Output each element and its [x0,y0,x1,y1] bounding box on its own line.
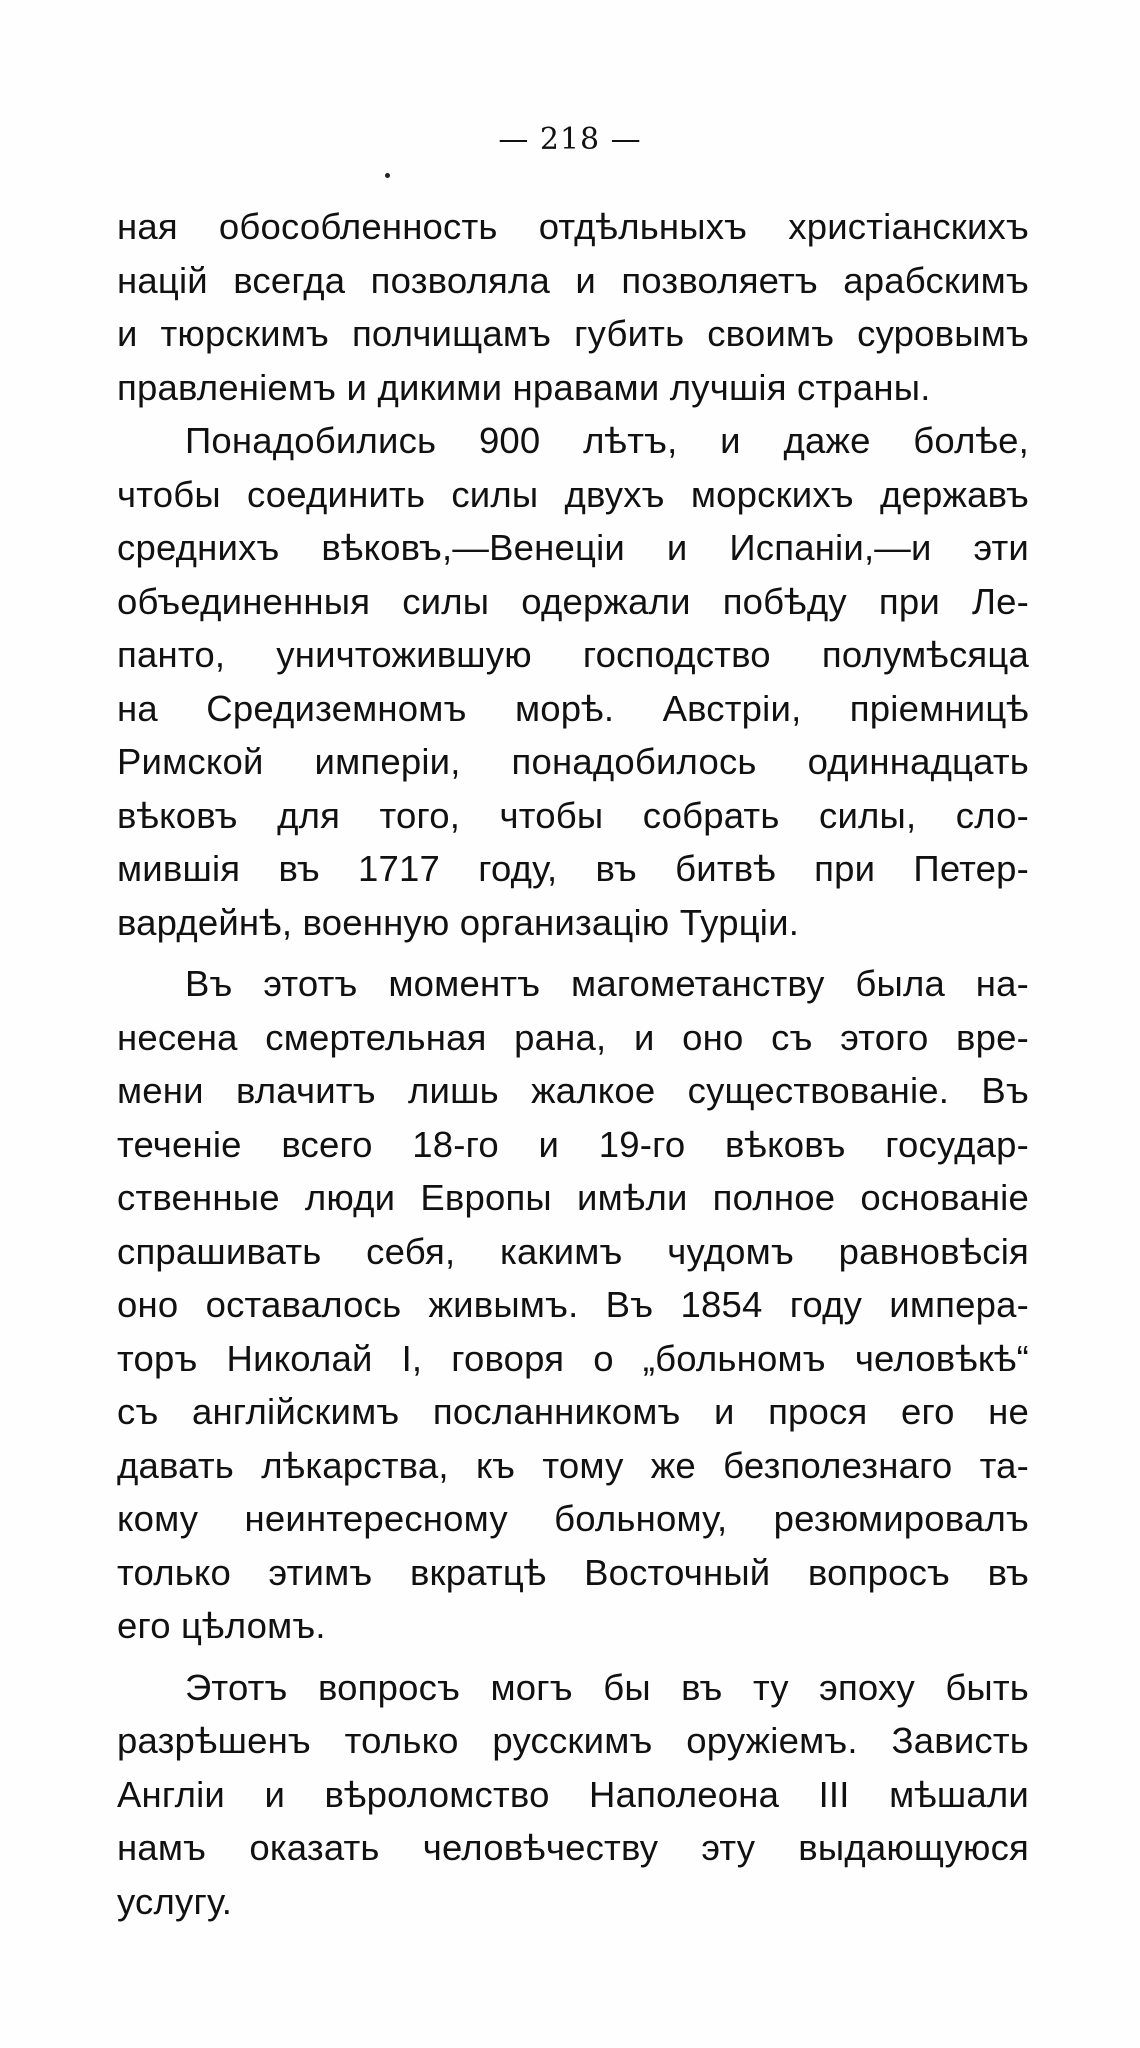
paragraph-gap [117,1653,1029,1661]
text-line: Англіи и вѣроломство Наполеона III мѣшали [117,1773,1029,1815]
paragraph-4 [117,1661,1029,1929]
text-line: ственные люди Европы имѣли полное основаніе [117,1177,1029,1218]
paragraph-3 [117,957,1029,1653]
text-line: кому неинтересному больному, резюмировалъ [117,1498,1029,1539]
text-line: разрѣшенъ только русскимъ оружіемъ. Зависть [117,1720,1029,1761]
text-line: вардейнѣ, военную организацію Турціи. [117,901,800,943]
text-line: на Средиземномъ морѣ. Австріи, пріемницѣ [117,687,1029,729]
print-speck [385,173,390,178]
text-line: Въ этотъ моментъ магометанству была на- [185,963,1029,1004]
text-line: его цѣломъ. [117,1605,326,1646]
text-line: вѣковъ для того, чтобы собрать силы, сло- [117,794,1029,836]
page-number: — 218 — [498,122,642,157]
text-line: среднихъ вѣковъ,—Венеціи и Испаніи,—и эти [117,527,1029,568]
text-line: намъ оказать человѣчеству эту выдающуюся [117,1827,1029,1868]
text-line: панто, уничтожившую господство полумѣсяца [117,634,1029,675]
text-line: Этотъ вопросъ могъ бы въ ту эпоху быть [185,1666,1029,1708]
text-line: давать лѣкарства, къ тому же безполезнаго та- [117,1444,1029,1486]
body-text [117,200,1029,1928]
paragraph-1 [117,200,1029,414]
text-line: оно оставалось живымъ. Въ 1854 году импера- [117,1284,1029,1325]
text-line: объединенныя силы одержали побѣду при Ле- [117,580,1029,622]
text-line: націй всегда позволяла и позволяетъ арабскимъ [117,259,1029,301]
text-line: чтобы соединить силы двухъ морскихъ державъ [117,473,1029,515]
text-line: мившія въ 1717 году, въ битвѣ при Петер- [117,848,1029,889]
text-line: съ англійскимъ посланникомъ и прося его не [117,1391,1029,1432]
text-line: только этимъ вкратцѣ Восточный вопросъ въ [117,1551,1029,1593]
text-line: торъ Николай I, говоря о „больномъ человѣкѣ“ [117,1337,1029,1379]
text-line: услугу. [117,1880,233,1922]
text-line: мени влачитъ лишь жалкое существованіе. Въ [117,1070,1029,1111]
text-line: ная обособленность отдѣльныхъ христіанскихъ [117,206,1029,247]
text-line: Понадобились 900 лѣтъ, и даже болѣе, [185,420,1029,461]
paragraph-gap [117,949,1029,957]
text-line: несена смертельная рана, и оно съ этого вре- [117,1016,1029,1058]
paragraph-2 [117,414,1029,949]
text-line: Римской имперіи, понадобилось одиннадцать [117,741,1029,782]
text-line: и тюрскимъ полчищамъ губить своимъ суровымъ [117,313,1029,354]
text-line: правленіемъ и дикими нравами лучшія страны. [117,366,931,408]
text-line: спрашивать себя, какимъ чудомъ равновѣсія [117,1230,1029,1272]
text-line: теченіе всего 18-го и 19-го вѣковъ государ- [117,1123,1029,1165]
